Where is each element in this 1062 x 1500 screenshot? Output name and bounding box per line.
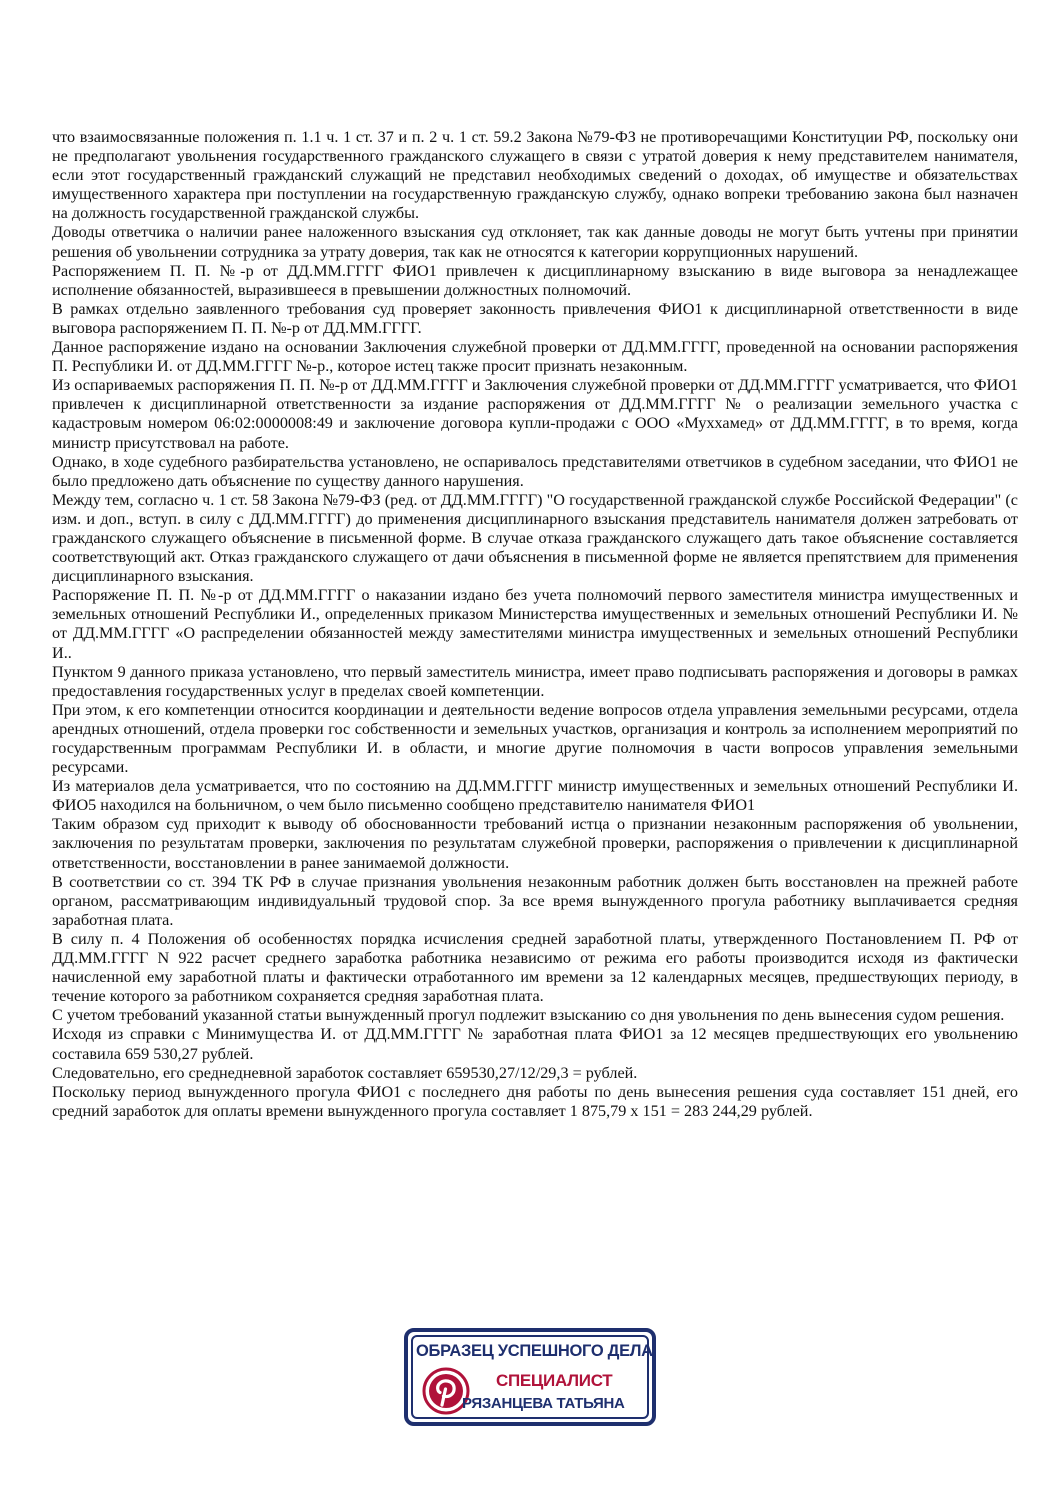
stamp-author-name: РЯЗАНЦЕВА ТАТЬЯНА (462, 1395, 625, 1412)
paragraph-2: Доводы ответчика о наличии ранее наложенного взыскания суд отклоняет, так как данные доводы не могут быть учтены при принятии решения об увольнении сотрудника за утрату доверия, так как не относятся к категории коррупционных нарушений. (52, 223, 1018, 261)
paragraph-1: что взаимосвязанные положения п. 1.1 ч. 1 ст. 37 и п. 2 ч. 1 ст. 59.2 Закона №79-ФЗ не противоречащими Конституции РФ, поскольку они не предполагают увольнения государственного гражданского служащего в связи с утратой доверия к нему представителем нанимателя, если этот государственный гражданский служащий не представил необходимых сведений о доходах, об имуществе и обязательствах имущественного характера при поступлении на государственную гражданскую службу, однако вопреки требованию закона был назначен на должность государственной гражданской службы. (52, 128, 1018, 223)
paragraph-12: Из материалов дела усматривается, что по состоянию на ДД.ММ.ГГГГ министр имущественных и земельных отношений Республики И. ФИО5 находился на больничном, о чем было письменно сообщено представителю нанимателя ФИО1 (52, 777, 1018, 815)
paragraph-13: Таким образом суд приходит к выводу об обоснованности требований истца о признании незаконным распоряжения об увольнении, заключения по результатам проверки, заключения по результатам служебной проверки, распоряжения о привлечении к дисциплинарной ответственности, восстановлении в ранее занимаемой должности. (52, 815, 1018, 872)
sample-case-stamp (404, 1328, 656, 1426)
paragraph-3: Распоряжением П. П. №-р от ДД.ММ.ГГГГ ФИО1 привлечен к дисциплинарному взысканию в виде выговора за ненадлежащее исполнение обязанностей, выразившееся в превышении должностных полномочий. (52, 261, 1018, 299)
paragraph-5: Данное распоряжение издано на основании Заключения служебной проверки от ДД.ММ.ГГГГ, проведенной на основании распоряжения П. Республики И. от ДД.ММ.ГГГГ №-р., которое истец также просит признать незаконным. (52, 338, 1018, 376)
paragraph-18: Следовательно, его среднедневной заработок составляет 659530,27/12/29,3 = рублей. (52, 1063, 638, 1082)
paragraph-14: В соответствии со ст. 394 ТК РФ в случае признания увольнения незаконным работник должен быть восстановлен на прежней работе органом, рассматривающим индивидуальный трудовой спор. За все время вынужденного прогула работнику выплачивается средняя заработная плата. (52, 872, 1018, 929)
paragraph-4: В рамках отдельно заявленного требования суд проверяет законность привлечения ФИО1 к дисциплинарной ответственности в виде выговора распоряжением П. П. №-р от ДД.ММ.ГГГГ. (52, 299, 1018, 337)
paragraph-10: Пунктом 9 данного приказа установлено, что первый заместитель министра, имеет право подписывать распоряжения и договоры в рамках предоставления государственных услуг в пределах своей компетенции. (52, 662, 1018, 700)
paragraph-19: Поскольку период вынужденного прогула ФИО1 с последнего дня работы по день вынесения решения суда составляет 151 дней, его средний заработок для оплаты времени вынужденного прогула составляет 1 875,79 х 151 = 283 244,29 рублей. (52, 1082, 1018, 1120)
paragraph-17: Исходя из справки с Минимущества И. от ДД.ММ.ГГГГ № заработная плата ФИО1 за 12 месяцев предшествующих его увольнению составила 659 530,27 рублей. (52, 1025, 1018, 1063)
paragraph-6: Из оспариваемых распоряжения П. П. №-р от ДД.ММ.ГГГГ и Заключения служебной проверки от ДД.ММ.ГГГГ усматривается, что ФИО1 привлечен к дисциплинарной ответственности за издание распоряжения от ДД.ММ.ГГГГ № о реализации земельного участка с кадастровым номером 06:02:0000008:49 и заключение договора купли-продажи с ООО «Муххамед» от ДД.ММ.ГГГГ, в то время, когда министр присутствовал на работе. (52, 376, 1018, 452)
stamp-specialist-label: СПЕЦИАЛИСТ (496, 1371, 613, 1390)
document-body (52, 128, 1018, 1121)
paragraph-16: С учетом требований указанной статьи вынужденный прогул подлежит взысканию со дня увольнения по день вынесения судом решения. (52, 1006, 1005, 1025)
paragraph-15: В силу п. 4 Положения об особенностях порядка исчисления средней заработной платы, утвержденного Постановлением П. РФ от ДД.ММ.ГГГГ N 922 расчет среднего заработка работника независимо от режима его работы производится исходя из фактически начисленной ему заработной платы и фактически отработанного им времени за 12 календарных месяцев, предшествующих периоду, в течение которого за работником сохраняется средняя заработная плата. (52, 929, 1018, 1006)
paragraph-11: При этом, к его компетенции относится координации и деятельности ведение вопросов отдела управления земельными ресурсами, отдела арендных отношений, отдела проверки гос собственности и земельных участков, организация и контроль за исполнением мероприятий по государственным программам Республики И. в области, и многие другие полномочия в части вопросов управления земельными ресурсами. (52, 700, 1018, 777)
stamp-title: ОБРАЗЕЦ УСПЕШНОГО ДЕЛА (416, 1342, 653, 1360)
paragraph-8: Между тем, согласно ч. 1 ст. 58 Закона №79-ФЗ (ред. от ДД.ММ.ГГГГ) "О государственной гражданской службе Российской Федерации" (с изм. и доп., вступ. в силу с ДД.ММ.ГГГГ) до применения дисциплинарного взыскания представитель нанимателя должен затребовать от гражданского служащего объяснение в письменной форме. В случае отказа гражданского служащего дать такое объяснение составляется соответствующий акт. Отказ гражданского служащего от дачи объяснения в письменной форме не является препятствием для применения дисциплинарного взыскания. (52, 490, 1018, 586)
paragraph-7: Однако, в ходе судебного разбирательства установлено, не оспаривалось представителями ответчиков в судебном заседании, что ФИО1 не было предложено дать объяснение по существу данного нарушения. (52, 452, 1018, 490)
paragraph-9: Распоряжение П. П. №-р от ДД.ММ.ГГГГ о наказании издано без учета полномочий первого заместителя министра имущественных и земельных отношений Республики И., определенных приказом Министерства имущественных и земельных отношений Республики И. № от ДД.ММ.ГГГГ «О распределении обязанностей между заместителями министра имущественных и земельных отношений Республики И.. (52, 586, 1018, 662)
